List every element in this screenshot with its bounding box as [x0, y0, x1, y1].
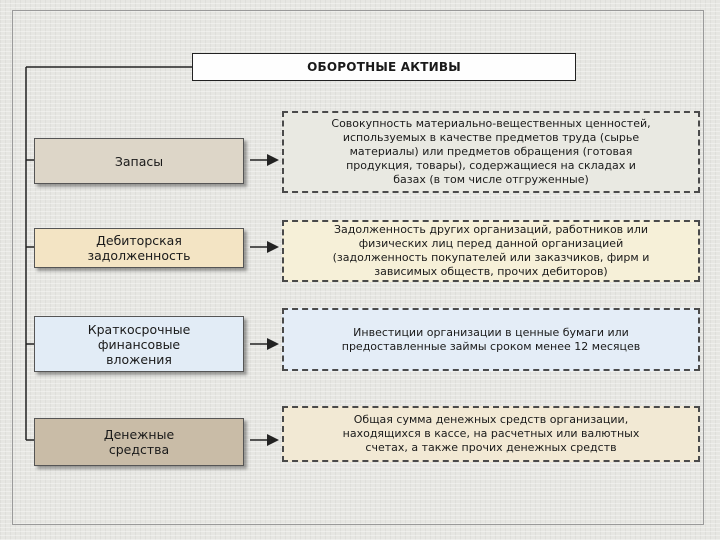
category-finvlozheniya-label: Краткосрочные финансовые вложения	[87, 321, 191, 367]
description-debitorskaya	[282, 220, 700, 282]
description-denezhnye-text: Общая сумма денежных средств организации, находящихся в кассе, на расчетных или валютных счетах, а также прочих денежных средств	[342, 413, 640, 454]
description-finvlozheniya	[282, 308, 700, 371]
description-finvlozheniya-text: Инвестиции организации в ценные бумаги или предоставленные займы сроком менее 12 месяцев	[341, 325, 641, 353]
category-zapasy-label: Запасы	[114, 153, 164, 169]
category-finvlozheniya	[34, 316, 244, 372]
category-debitorskaya	[34, 228, 244, 268]
diagram-title-text: ОБОРОТНЫЕ АКТИВЫ	[307, 60, 461, 74]
category-zapasy	[34, 138, 244, 184]
category-denezhnye-label: Денежные средства	[103, 427, 175, 457]
diagram-title	[192, 53, 576, 81]
description-denezhnye	[282, 406, 700, 462]
category-debitorskaya-label: Дебиторская задолженность	[87, 233, 191, 263]
category-denezhnye	[34, 418, 244, 466]
description-zapasy	[282, 111, 700, 193]
description-debitorskaya-text: Задолженность других организаций, работников или физических лиц перед данной организацией (задолженность покупателей или заказчиков, фирм и зависимых обществ, прочих дебиторов)	[332, 223, 650, 278]
description-zapasy-text: Совокупность материально-вещественных ценностей, используемых в качестве предметов труда (сырье материалы) или предметов обращения (готовая продукция, товары), содержащиеся на складах и базах (в том числе отгруженные)	[331, 117, 651, 186]
